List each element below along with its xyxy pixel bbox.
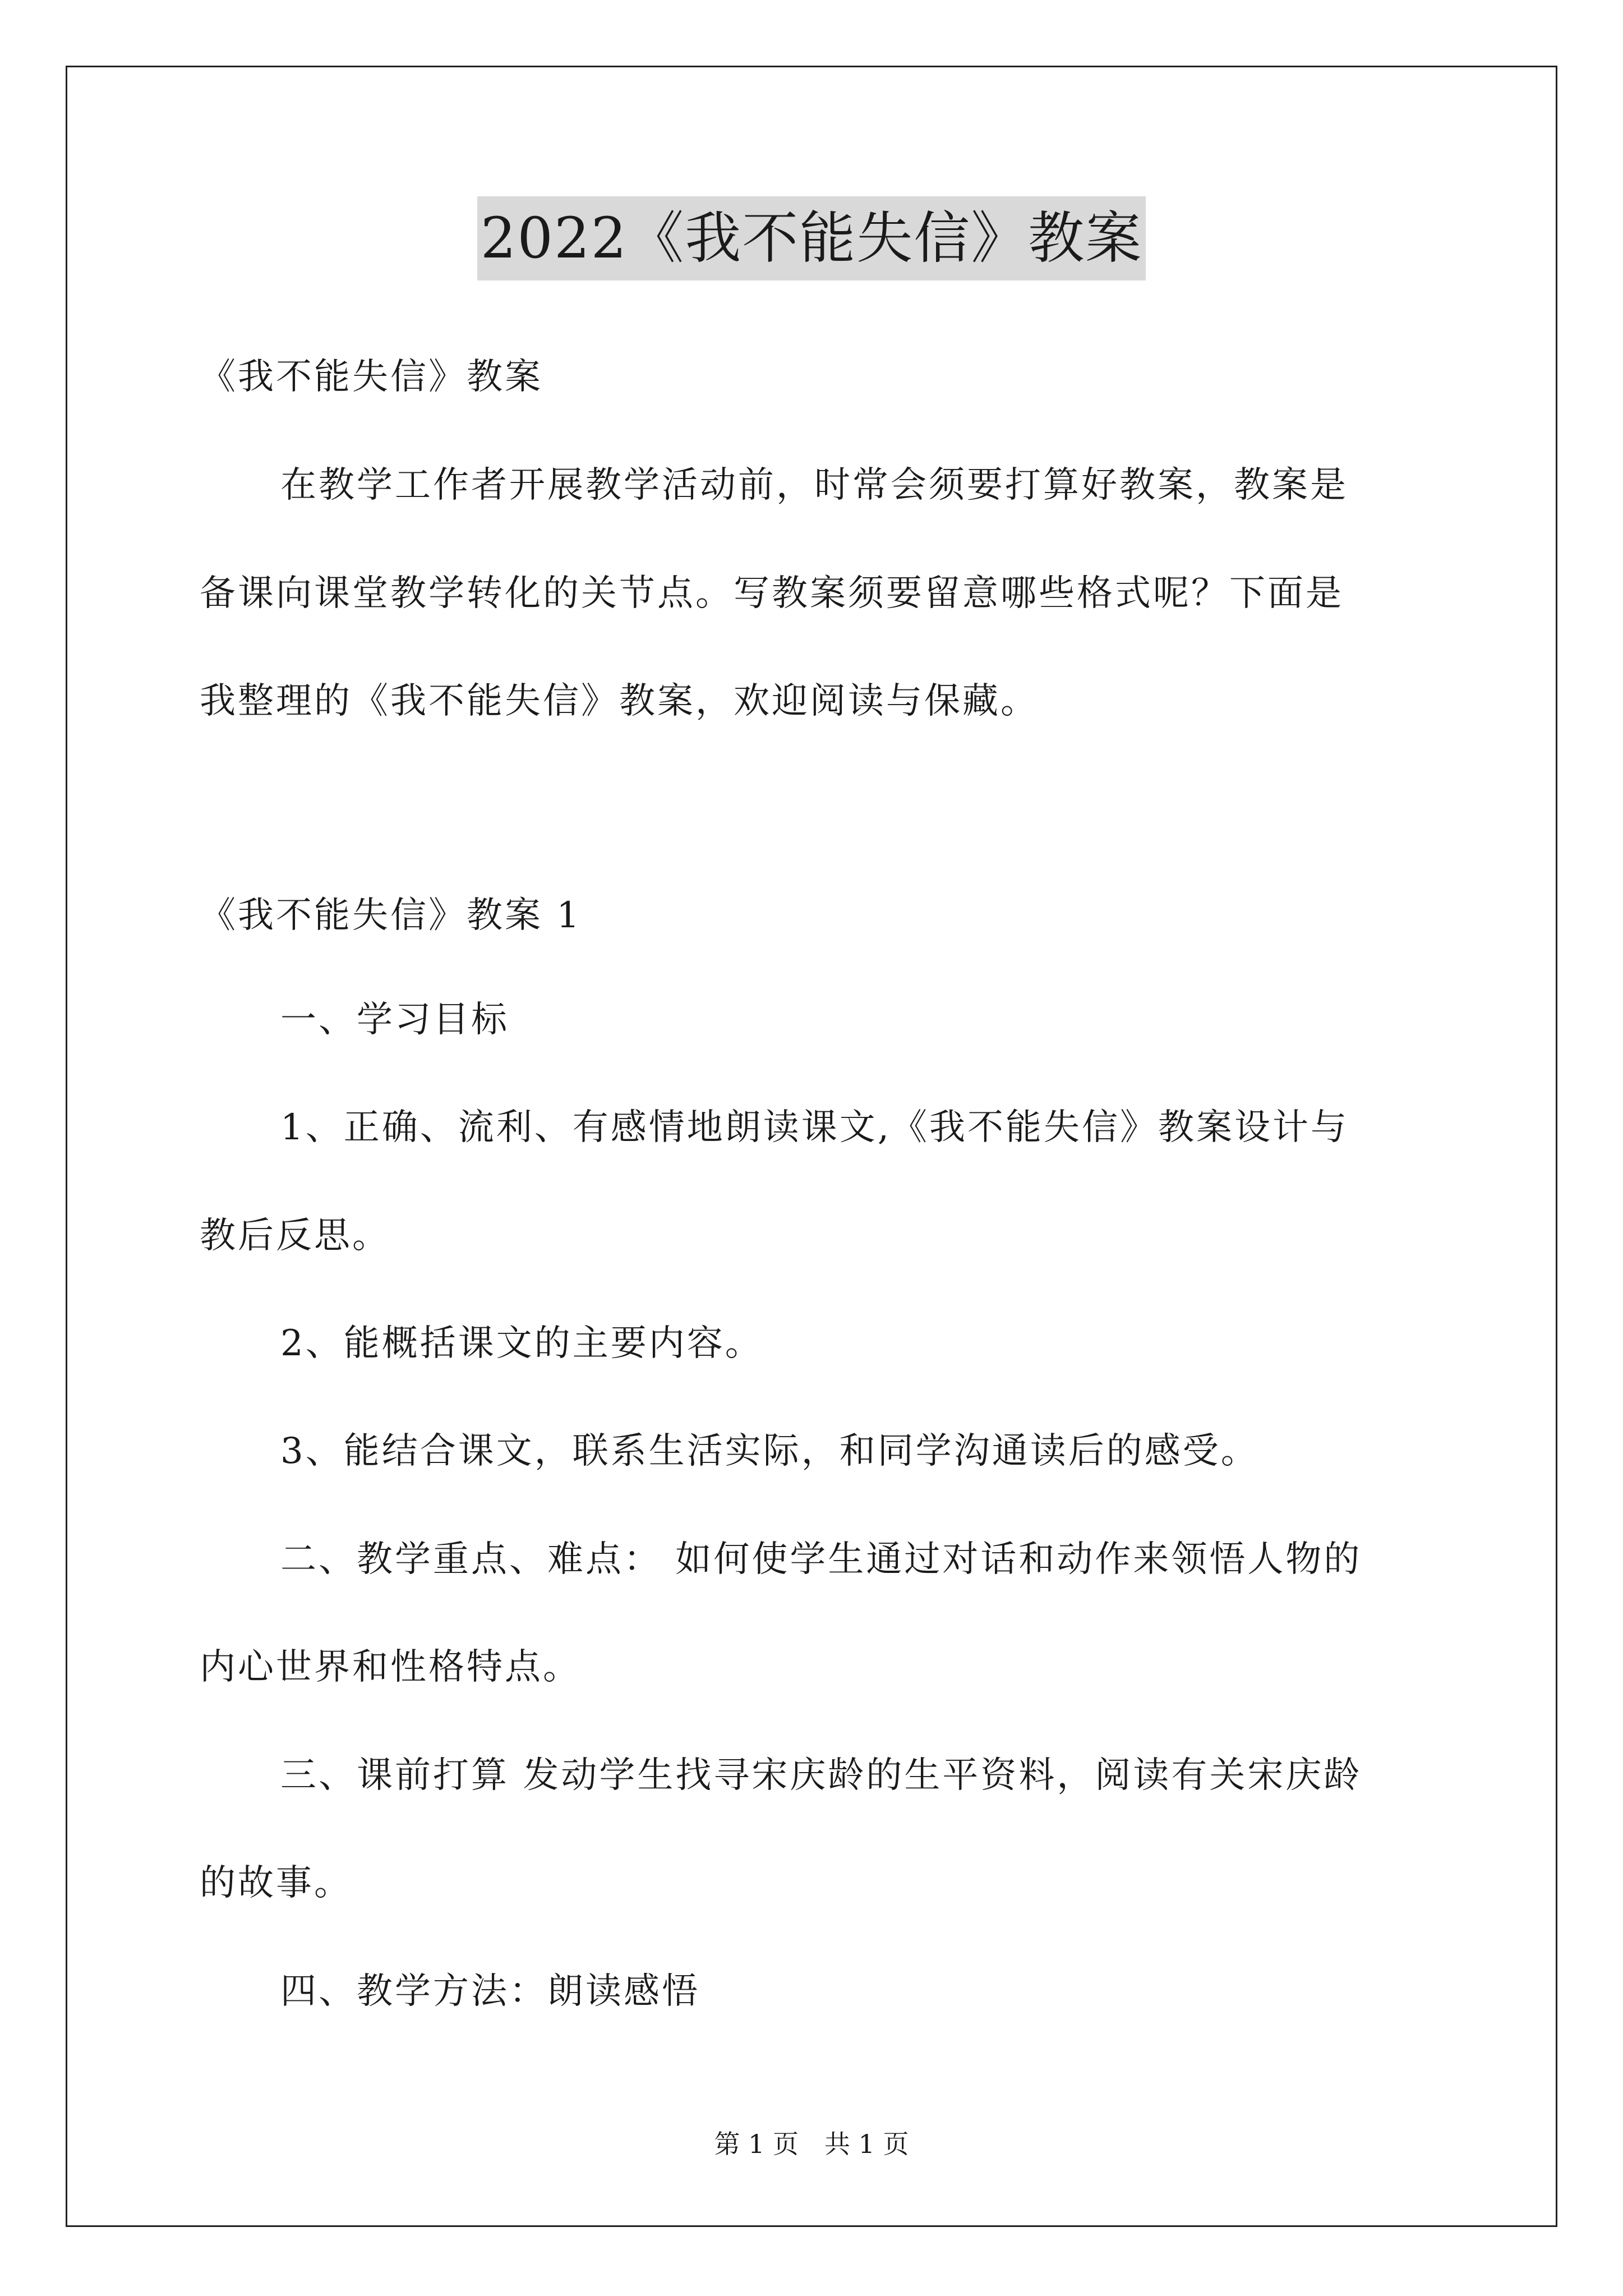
body-line-4: 2、能概括课文的主要内容。 <box>280 1323 763 1364</box>
body-line-3: 教后反思。 <box>200 1215 390 1257</box>
body-line-7: 内心世界和性格特点。 <box>200 1646 581 1688</box>
intro-line-1: 在教学工作者开展教学活动前，时常会须要打算好教案，教案是 <box>280 464 1348 506</box>
body-line-6: 二、教学重点、难点： 如何使学生通过对话和动作来领悟人物的 <box>280 1539 1362 1580</box>
intro-line-2: 备课向课堂教学转化的关节点。写教案须要留意哪些格式呢？下面是 <box>200 573 1344 614</box>
body-line-8: 三、课前打算 发动学生找寻宋庆龄的生平资料，阅读有关宋庆龄 <box>280 1755 1362 1796</box>
body-line-5: 3、能结合课文，联系生活实际，和同学沟通读后的感受。 <box>280 1430 1259 1472</box>
title-container <box>0 196 1623 280</box>
body-line-9: 的故事。 <box>200 1862 352 1904</box>
section-heading: 《我不能失信》教案 1 <box>200 895 582 936</box>
document-subtitle: 《我不能失信》教案 <box>200 356 543 398</box>
page-footer: 第 1 页 共 1 页 <box>714 2129 909 2159</box>
body-line-1: 一、学习目标 <box>280 999 509 1041</box>
intro-line-3: 我整理的《我不能失信》教案，欢迎阅读与保藏。 <box>200 680 1039 722</box>
document-title: 2022《我不能失信》教案 <box>477 196 1146 280</box>
body-line-2: 1、正确、流利、有感情地朗读课文,《我不能失信》教案设计与 <box>280 1107 1349 1148</box>
body-line-10: 四、教学方法：朗读感悟 <box>280 1971 700 2012</box>
